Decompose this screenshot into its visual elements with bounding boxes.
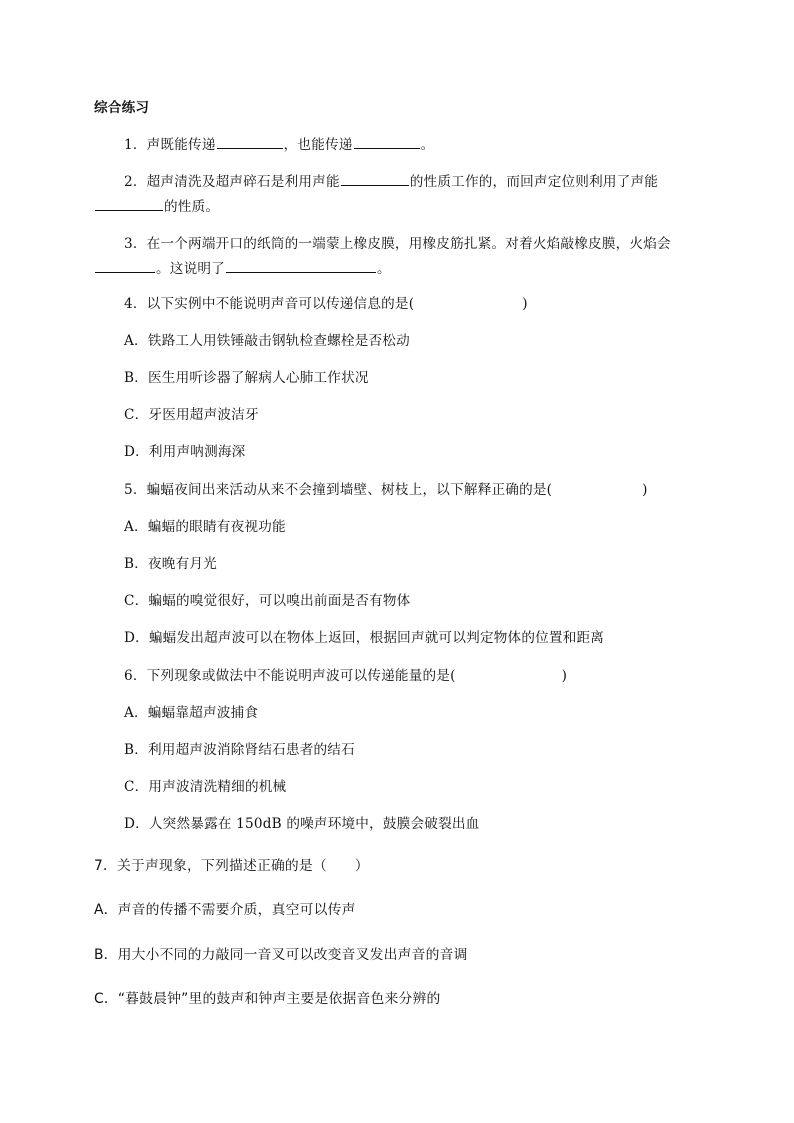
question-4-stem <box>124 295 528 313</box>
question-3-line-2 <box>94 260 391 278</box>
q1-text-c: 。 <box>420 137 435 153</box>
q4-option-d: D．利用声呐测海深 <box>124 444 246 460</box>
q4-option-a: A．铁路工人用铁锤敲击钢轨检查螺栓是否松动 <box>124 333 410 349</box>
q6-option-c: C．用声波清洗精细的机械 <box>124 779 287 795</box>
question-3-line-1 <box>124 235 671 253</box>
section-heading: 综合练习 <box>94 100 150 116</box>
q6-option-d: D．人突然暴露在 150dB 的噪声环境中，鼓膜会破裂出血 <box>124 816 480 832</box>
answer-blank <box>354 136 420 149</box>
answer-blank <box>341 173 409 186</box>
q5-option-d: D．蝙蝠发出超声波可以在物体上返回，根据回声就可以判定物体的位置和距离 <box>124 630 605 646</box>
q7-option-a: A．声音的传播不需要介质，真空可以传声 <box>94 902 356 918</box>
question-6-stem <box>124 667 567 685</box>
q6-stem-close: ) <box>561 668 568 684</box>
q4-stem-text: 4．以下实例中不能说明声音可以传递信息的是( <box>124 296 415 312</box>
q3-text-b: 。这说明了 <box>156 261 225 277</box>
question-2-line-2 <box>94 198 219 216</box>
q6-stem-text: 6．下列现象或做法中不能说明声波可以传递能量的是( <box>124 668 456 684</box>
q3-text-c: 。 <box>376 261 391 277</box>
answer-blank <box>95 260 155 273</box>
q5-option-b: B．夜晚有月光 <box>124 556 217 572</box>
q5-option-a: A．蝙蝠的眼睛有夜视功能 <box>124 519 286 535</box>
q4-option-b: B．医生用听诊器了解病人心肺工作状况 <box>124 370 369 386</box>
question-1 <box>124 136 434 154</box>
q2-text-a: 2．超声清洗及超声碎石是利用声能 <box>124 174 340 190</box>
answer-blank <box>95 198 163 211</box>
q5-stem-close: ) <box>642 482 648 498</box>
q1-text-a: 1．声既能传递 <box>124 137 216 153</box>
q7-option-c: C．“暮鼓晨钟”里的鼓声和钟声主要是依据音色来分辨的 <box>94 991 441 1007</box>
answer-blank <box>226 260 376 273</box>
q7-option-b: B．用大小不同的力敲同一音叉可以改变音叉发出声音的音调 <box>94 947 468 963</box>
q6-option-b: B．利用超声波消除肾结石患者的结石 <box>124 742 355 758</box>
q6-option-a: A．蝙蝠靠超声波捕食 <box>124 705 259 721</box>
question-7-stem: 7．关于声现象，下列描述正确的是（ ） <box>94 858 369 874</box>
q5-option-c: C．蝙蝠的嗅觉很好，可以嗅出前面是否有物体 <box>124 593 411 609</box>
q5-stem-text: 5．蝙蝠夜间出来活动从来不会撞到墙壁、树枝上，以下解释正确的是( <box>124 482 553 498</box>
q2-text-c: 的性质。 <box>164 199 220 215</box>
question-5-stem <box>124 481 648 499</box>
question-2-line-1 <box>124 173 658 191</box>
q1-text-b: ，也能传递 <box>283 137 353 153</box>
q2-text-b: 的性质工作的，而回声定位则利用了声能 <box>409 174 659 190</box>
q3-text-a: 3．在一个两端开口的纸筒的一端蒙上橡皮膜，用橡皮筋扎紧。对着火焰敲橡皮膜，火焰会 <box>124 236 671 252</box>
answer-blank <box>217 136 283 149</box>
q4-stem-close: ) <box>522 296 528 312</box>
q4-option-c: C．牙医用超声波洁牙 <box>124 407 259 423</box>
